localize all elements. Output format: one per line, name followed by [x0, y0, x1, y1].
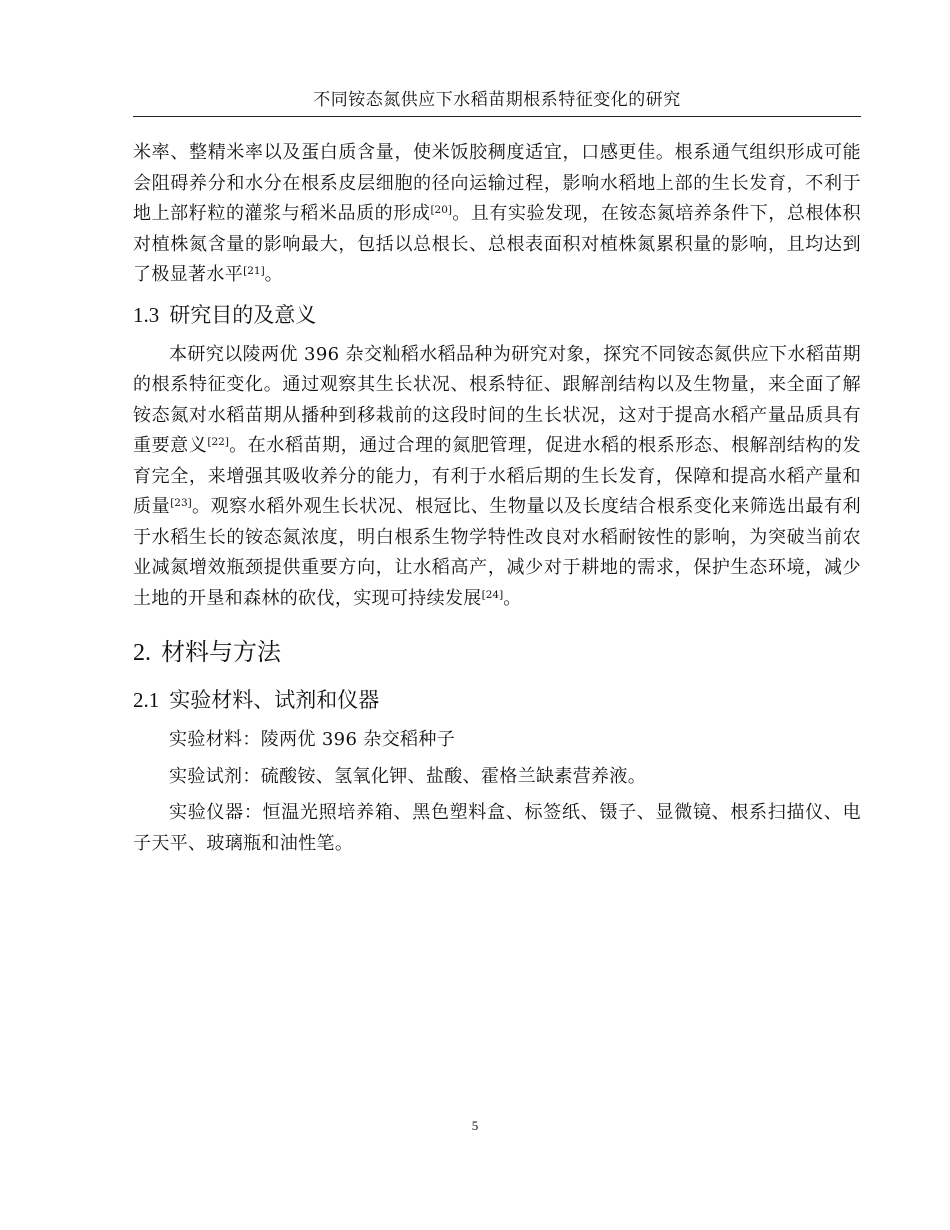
section-heading-2-1: [133, 685, 861, 715]
purpose-paragraph: [133, 340, 861, 615]
citation-24[interactable]: [24]: [481, 588, 504, 601]
citation-23[interactable]: [23]: [170, 497, 192, 509]
chapter-heading-2: [133, 636, 861, 669]
paragraph-text: 。: [503, 587, 522, 609]
citation-21[interactable]: [21]: [243, 265, 265, 277]
paragraph-text: 。: [264, 264, 284, 285]
paragraph-text: 本研究以陵两优 396 杂交籼稻水稻品种为研究对象，探究不同铵态氮供应下水稻苗期的根系特征变化。通过观察其生长状况、根系特征、跟解剖结构以及生物量，来全面了解铵态氮对水稻苗期从播种到移栽前的这段时间的生长状况，这对于提高水稻产量品质具有重要意义: [133, 343, 861, 456]
section-title: 实验材料、试剂和仪器: [169, 688, 380, 712]
running-header: 不同铵态氮供应下水稻苗期根系特征变化的研究: [313, 90, 681, 110]
page-number: 5: [471, 1118, 479, 1133]
paragraph-text: 。在水稻苗期，通过合理的氮肥管理，促进水稻的根系形态、根解剖结构的发育完全，来增强其吸收养分的能力，有利于水稻后期的生长发育，保障和提高水稻产量和质量: [133, 435, 861, 517]
materials-line: 实验材料：陵两优 396 杂交稻种子: [169, 729, 456, 750]
paragraph-text: 米率、整精米率以及蛋白质含量，使米饭胶稠度适宜，口感更佳。根系通气组织形成可能会阻碍养分和水分在根系皮层细胞的径向运输过程，影响水稻地上部的生长发育，不利于地上部籽粒的灌浆与稻米品质的形成: [133, 142, 861, 224]
instruments-line: 实验仪器：恒温光照培养箱、黑色塑料盒、标签纸、镊子、显微镜、根系扫描仪、电子天平、玻璃瓶和油性笔。: [133, 802, 861, 854]
chapter-number: 2.: [133, 640, 151, 666]
header-divider: [133, 116, 861, 117]
reagents-line: 实验试剂：硫酸铵、氢氧化钾、盐酸、霍格兰缺素营养液。: [169, 765, 647, 787]
section-heading-1-3: [133, 300, 861, 330]
section-number: 2.1: [133, 688, 160, 712]
citation-20[interactable]: [20]: [430, 204, 453, 216]
paragraph-text: 。观察水稻外观生长状况、根冠比、生物量以及长度结合根系变化来筛选出最有利于水稻生长的铵态氮浓度，明白根系生物学特性改良对水稻耐铵性的影响，为突破当前农业减氮增效瓶颈提供重要方向，让水稻高产，减少对于耕地的需求，保护生态环境，减少土地的开垦和森林的砍伐，实现可持续发展: [133, 496, 861, 609]
section-number: 1.3: [133, 302, 160, 327]
section-title: 研究目的及意义: [169, 302, 317, 327]
chapter-title: 材料与方法: [161, 638, 281, 666]
body-text: [133, 138, 861, 859]
paragraph-text: 。且有实验发现，在铵态氮培养条件下，总根体积对植株氮含量的影响最大，包括以总根长、总根表面积对植株氮累积量的影响，且均达到了极显著水平: [133, 203, 861, 285]
intro-paragraph: [133, 138, 861, 291]
citation-22[interactable]: [22]: [207, 436, 229, 448]
